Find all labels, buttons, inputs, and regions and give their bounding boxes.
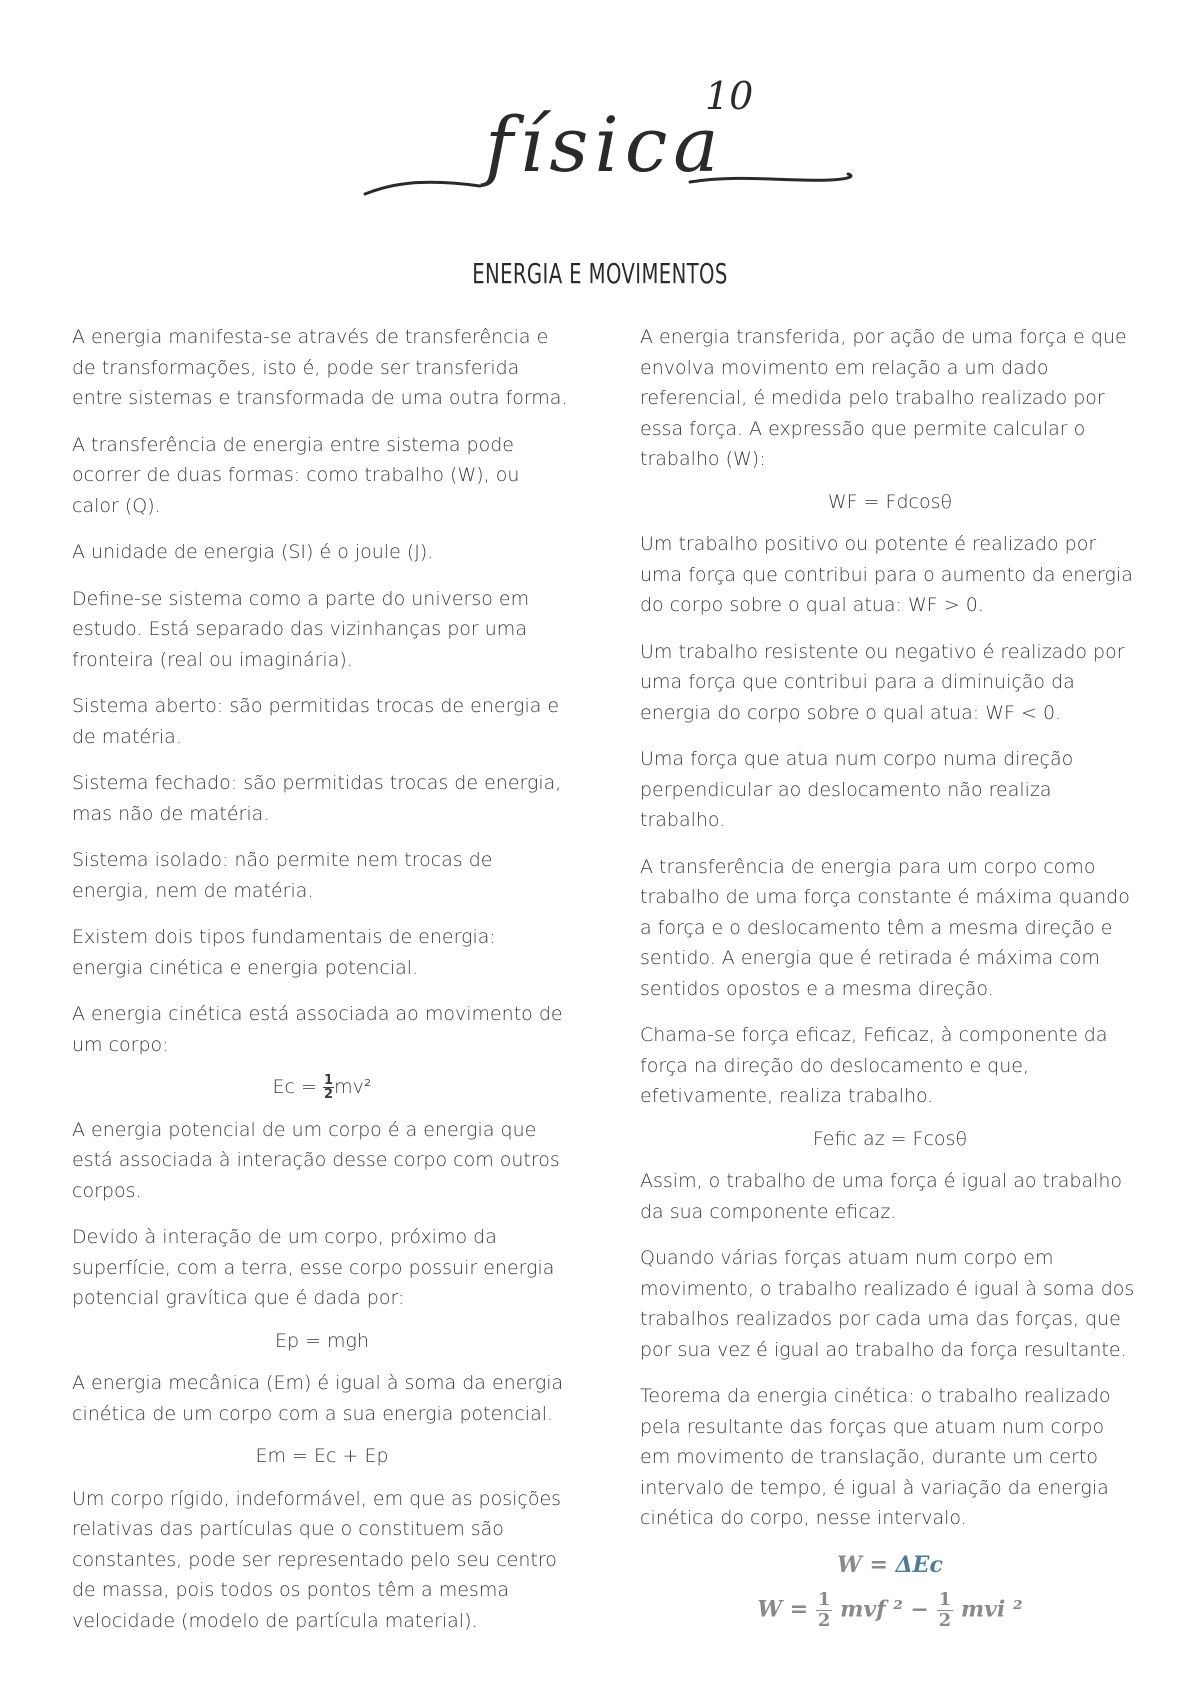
work-equation: WF = Fdcosθ bbox=[827, 490, 953, 513]
paragraph: Uma força que atua num corpo numa direção perpendicular ao deslocamento não realiza trabalho. bbox=[640, 748, 1074, 831]
paragraph: A unidade de energia (SI) é o joule (J). bbox=[72, 541, 434, 563]
fraction-numerator: 1 bbox=[817, 1589, 831, 1610]
paragraph: Um corpo rígido, indeformável, em que as posições relativas das partículas que o constituem são constantes, pode ser representado pelo seu centro de massa, pois todos os pontos têm a mesma velocidade (modelo de partícula material). bbox=[72, 1487, 562, 1632]
fraction-numerator: 1 bbox=[324, 1073, 334, 1088]
paragraph: A energia transferida, por ação de uma força e que envolva movimento em relação a um dado referencial, é medida pelo trabalho realizado por essa força. A expressão que permite calcular o trabalho (W): bbox=[640, 326, 1127, 470]
equation-lhs: W = bbox=[757, 1596, 816, 1623]
fraction-numerator: 1 bbox=[938, 1589, 952, 1610]
paragraph: A energia mecânica (Em) é igual à soma da energia cinética de um corpo com a sua energia potencial. bbox=[72, 1372, 564, 1425]
fraction-denominator: 2 bbox=[324, 1087, 334, 1102]
paragraph: Define-se sistema como a parte do universo em estudo. Está separado das vizinhanças por uma fronteira (real ou imaginária). bbox=[72, 587, 530, 671]
paragraph: Teorema da energia cinética: o trabalho realizado pela resultante das forças que atuam num corpo em movimento de translação, durante um certo intervalo de tempo, é igual à variação da energia cinética do corpo, nesse intervalo. bbox=[640, 1385, 1111, 1529]
mechanical-energy-equation: Em = Ec + Ep bbox=[255, 1445, 389, 1467]
page-header bbox=[360, 60, 860, 190]
paragraph: A transferência de energia entre sistema pode ocorrer de duas formas: como trabalho (W), ou calor (Q). bbox=[72, 433, 520, 517]
fraction bbox=[816, 1590, 833, 1631]
paragraph: A transferência de energia para um corpo como trabalho de uma força constante é máxima quando a força e o deslocamento têm a mesma direção e sentido. A energia que é retirada é máxima com sentidos opostos e a mesma direção. bbox=[640, 855, 1130, 1000]
fraction bbox=[323, 1074, 334, 1101]
work-kinetic-expansion-equation bbox=[640, 1590, 1140, 1631]
right-column bbox=[640, 322, 1140, 1641]
paragraph: Quando várias forças atuam num corpo em movimento, o trabalho realizado é igual à soma dos trabalhos realizados por cada uma das forças, que por sua vez é igual ao trabalho da força resultante. bbox=[640, 1247, 1135, 1361]
header-grade: 10 bbox=[705, 74, 754, 118]
fraction bbox=[937, 1590, 954, 1631]
paragraph: Um trabalho positivo ou potente é realizado por uma força que contribui para o aumento da energia do corpo sobre o qual atua: WF > 0. bbox=[640, 533, 1133, 616]
kinetic-energy-equation bbox=[72, 1072, 572, 1103]
paragraph: Sistema fechado: são permitidas trocas de energia, mas não de matéria. bbox=[72, 772, 562, 825]
paragraph: Sistema isolado: não permite nem trocas de energia, nem de matéria. bbox=[72, 849, 493, 902]
paragraph: Sistema aberto: são permitidas trocas de energia e de matéria. bbox=[72, 695, 560, 748]
paragraph: A energia cinética está associada ao movimento de um corpo: bbox=[72, 1003, 563, 1056]
paragraph: Devido à interação de um corpo, próximo da superfície, com a terra, esse corpo possuir energia potencial gravítica que é dada por: bbox=[72, 1226, 555, 1309]
paragraph: A energia potencial de um corpo é a energia que está associada à interação desse corpo com outros corpos. bbox=[72, 1118, 560, 1202]
potential-energy-equation: Ep = mgh bbox=[274, 1329, 370, 1352]
section-title: ENERGIA E MOVIMENTOS bbox=[472, 257, 728, 290]
paragraph: Existem dois tipos fundamentais de energia: energia cinética e energia potencial. bbox=[72, 926, 496, 979]
paragraph: Um trabalho resistente ou negativo é realizado por uma força que contribui para a diminuição da energia do corpo sobre o qual atua: WF < 0. bbox=[640, 640, 1125, 724]
equation-lhs: Ec = bbox=[272, 1076, 317, 1098]
equation-end: mvi ² bbox=[960, 1596, 1023, 1623]
left-column bbox=[72, 322, 572, 1652]
work-energy-theorem-equation bbox=[640, 1550, 1140, 1581]
fraction-denominator: 2 bbox=[938, 1610, 952, 1631]
equation-rhs: ΔEc bbox=[895, 1551, 943, 1578]
paragraph: Chama-se força eficaz, Feficaz, à componente da força na direção do deslocamento e que, efetivamente, realiza trabalho. bbox=[640, 1024, 1108, 1107]
paragraph: A energia manifesta-se através de transferência e de transformações, isto é, pode ser transferida entre sistemas e transformada de uma outra forma. bbox=[72, 326, 568, 409]
fraction-denominator: 2 bbox=[817, 1610, 831, 1631]
equation-middle: mvf ² − bbox=[840, 1596, 937, 1623]
paragraph: Assim, o trabalho de uma força é igual ao trabalho da sua componente eficaz. bbox=[640, 1170, 1123, 1223]
header-title: física bbox=[485, 100, 725, 189]
effective-force-equation: Fefic az = Fcosθ bbox=[812, 1127, 968, 1150]
equation-rhs: mv² bbox=[334, 1076, 372, 1098]
equation-lhs: W = bbox=[837, 1551, 896, 1578]
